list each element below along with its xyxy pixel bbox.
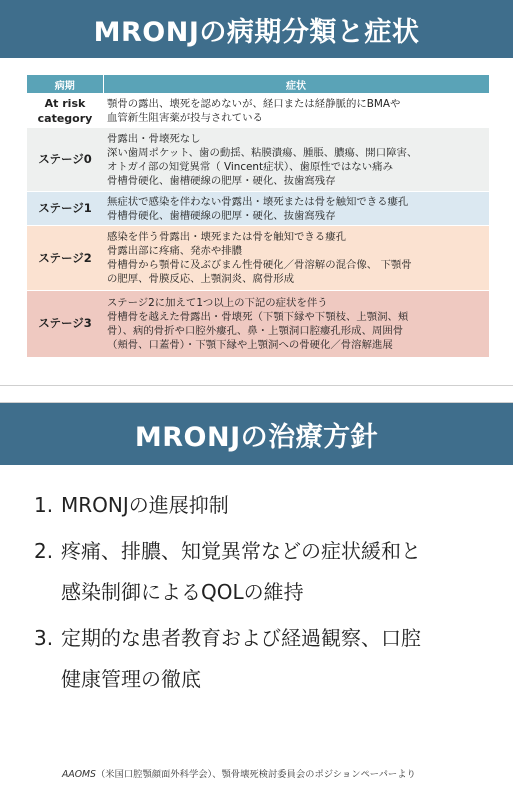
symptom-cell — [103, 226, 489, 291]
symptom-cell — [103, 94, 489, 128]
slide-header — [0, 403, 513, 465]
slide-header — [0, 0, 513, 58]
symptom-line: ステージ2に加えて1つ以上の下記の症状を伴う — [107, 296, 328, 309]
symptom-line: （頬骨、口蓋骨）・下顎下縁や上顎洞への骨硬化／骨溶解進展 — [107, 338, 393, 351]
symptom-line: の肥厚、骨膜反応、上顎洞炎、腐骨形成 — [107, 273, 295, 285]
table-row-stage-2 — [27, 226, 489, 291]
list-item-line: 定期的な患者教育および経過観察、口腔 — [61, 626, 421, 650]
list-item-text — [61, 531, 494, 613]
source-footnote — [62, 766, 416, 780]
footnote-text: （米国口腔顎顔面外科学会）、顎骨壊死検討委員会のポジションペーパーより — [95, 769, 416, 780]
table-row-stage-0 — [27, 128, 489, 192]
list-item-text — [61, 485, 494, 526]
symptom-line: 血管新生阻害薬が投与されている — [107, 111, 263, 124]
list-item-line: 感染制御によるQOLの維持 — [61, 580, 304, 604]
symptom-cell — [103, 128, 489, 192]
stage-label-line: category — [37, 111, 93, 125]
table-row-at-risk — [27, 94, 489, 128]
stage-label: ステージ3 — [27, 291, 103, 357]
stage-label — [27, 94, 103, 128]
symptom-line: 骨槽骨を越えた骨露出・骨壊死（下顎下縁や下顎枝、上顎洞、頬 — [107, 310, 409, 323]
symptom-line: 深い歯周ポケット、歯の動揺、粘膜潰瘍、腫脹、膿瘍、開口障害、 — [107, 146, 418, 159]
list-item-text — [61, 618, 494, 700]
column-header-symptom: 症状 — [103, 75, 489, 94]
footnote-organization: AAOMS — [62, 769, 96, 780]
symptom-line: 顎骨の露出、壊死を認めないが、経口または経静脈的にBMAや — [107, 97, 401, 110]
symptom-cell — [103, 291, 489, 357]
symptom-line: 骨露出・骨壊死なし — [107, 132, 201, 145]
list-item-line: 健康管理の徹底 — [61, 667, 201, 691]
stage-label: ステージ1 — [27, 192, 103, 226]
symptom-line: 骨槽骨硬化、歯槽硬線の肥厚・硬化、抜歯窩残存 — [107, 209, 336, 222]
symptom-cell — [103, 192, 489, 226]
slide-title: MRONJの治療方針 — [134, 421, 379, 453]
list-item-line: MRONJの進展抑制 — [61, 493, 229, 517]
list-item — [34, 485, 494, 526]
list-item-number: 1. — [34, 493, 54, 517]
symptom-line: 骨露出部に疼痛、発赤や排膿 — [107, 245, 243, 257]
stage-label: ステージ2 — [27, 226, 103, 291]
slide-title: MRONJの病期分類と症状 — [93, 16, 420, 48]
symptom-line: 骨槽骨硬化、歯槽硬線の肥厚・硬化、抜歯窩残存 — [107, 174, 336, 187]
list-item — [34, 531, 494, 613]
list-item-line: 疼痛、排膿、知覚異常などの症状緩和と — [61, 539, 421, 563]
symptom-line: 骨槽骨から顎骨に及ぶびまん性骨硬化／骨溶解の混合像、 下顎骨 — [107, 259, 412, 271]
list-item — [34, 618, 494, 700]
table-row-stage-3 — [27, 291, 489, 357]
symptom-line: 感染を伴う骨露出・壊死または骨を触知できる瘻孔 — [107, 231, 346, 243]
symptom-line: 骨）、病的骨折や口腔外瘻孔、鼻・上顎洞口腔瘻孔形成、周囲骨 — [107, 324, 404, 337]
stage-label-line: At risk — [44, 96, 86, 110]
stage-label: ステージ0 — [27, 128, 103, 192]
table-header-row — [27, 75, 489, 94]
slide-staging — [0, 0, 513, 386]
symptom-line: 無症状で感染を伴わない骨露出・壊死または骨を触知できる瘻孔 — [107, 195, 409, 208]
policy-list — [34, 485, 494, 705]
slide-treatment-policy — [0, 402, 513, 791]
symptom-line: オトガイ部の知覚異常（ Vincent症状）、歯原性ではない痛み — [107, 160, 393, 173]
column-header-stage: 病期 — [27, 75, 103, 94]
list-item-number: 3. — [34, 626, 54, 650]
list-item-number: 2. — [34, 539, 54, 563]
staging-table — [27, 75, 490, 357]
table-row-stage-1 — [27, 192, 489, 226]
